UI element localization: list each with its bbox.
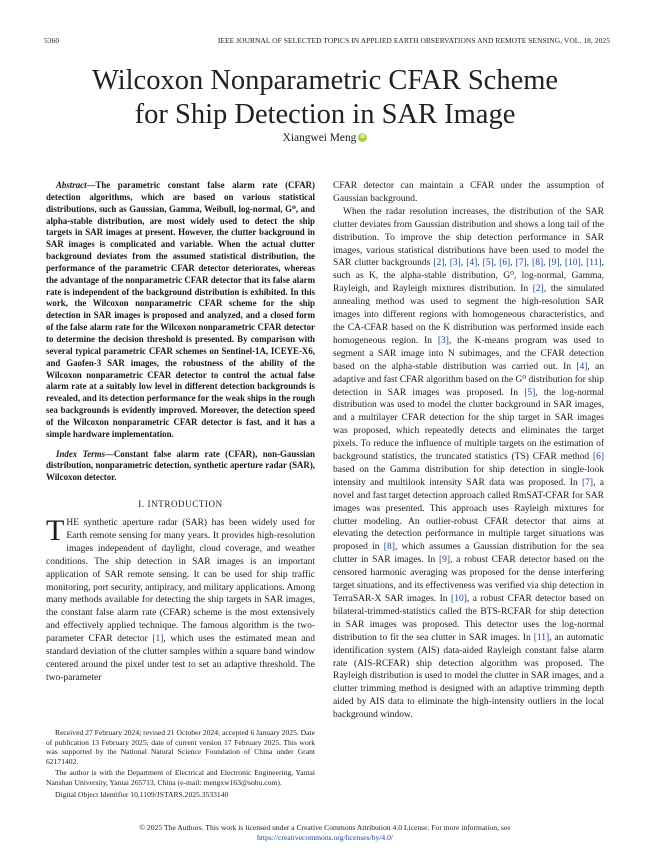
intro-text-start: HE synthetic aperture radar (SAR) has been widely used for Earth remote sensing for many years. It provides high-resolution images independent of daylight, cloud coverage, and weather conditions. The ship detection in SAR images is an important application of SAR remote sensing. It can be used for ship traffic monitoring, port security, antipiracy, and military applications. Among many methods available for detecting the ship targets in SAR images, the constant false alarm rate (CFAR) scheme is the most extensively and effectively applied technique. The famous algorithm is the two-parameter CFAR detector — [46, 518, 315, 645]
footnotes — [46, 728, 315, 801]
text-segment: based on the Gamma distribution for ship detection in single-look intensity and multilook intensity SAR data was proposed. In — [333, 464, 604, 488]
license-link[interactable]: https://creativecommons.org/licenses/by/4.0/ — [256, 833, 394, 842]
reference-link-1[interactable]: [1] — [152, 634, 164, 645]
running-header: IEEE JOURNAL OF SELECTED TOPICS IN APPLIED EARTH OBSERVATIONS AND REMOTE SENSING, VOL. 18, 2025 — [217, 36, 610, 45]
author-line — [0, 132, 650, 144]
right-paragraph-1: CFAR detector can maintain a CFAR under the assumption of Gaussian background. — [333, 181, 604, 204]
reference-link-7[interactable]: [7] — [582, 477, 594, 488]
license-footer — [0, 823, 650, 843]
license-text: © 2025 The Authors. This work is licensed under a Creative Commons Attribution 4.0 License. For more information, see — [139, 823, 511, 832]
reference-link-8[interactable]: [8] — [383, 542, 395, 553]
intro-paragraph — [46, 514, 315, 685]
text-segment: , an adaptive and fast CFAR algorithm based on the G⁰ distribution for ship detection in SAR images was proposed. In — [333, 361, 605, 398]
paper-title — [40, 64, 610, 132]
author-name: Xiangwei Meng — [282, 132, 357, 144]
orcid-icon[interactable]: iD — [360, 134, 366, 140]
text-segment: , a robust CFAR detector based on bilateral-trimmed-statistics called the BTS-RCFAR for ship detection in SAR images was proposed. This detector uses the log-normal distribution to fit the sea clutter in SAR images. In — [333, 594, 604, 643]
text-segment: , an automatic identification system (AIS) data-aided Rayleigh constant false alarm rate (AIS-RCFAR) ship detection algorithm was proposed. The Rayleigh distribution is used to model the clutter in SAR images, and a clutter trimming method is designed with an adaptive trimming depth aided by AIS data to eliminate the high-intensity outliers in the local background window. — [333, 632, 604, 721]
abstract-text: The parametric constant false alarm rate (CFAR) detection algorithms, which are based on various statistical distributions, such as Gaussian, Gamma, Weibull, log-normal, G⁰, and alpha-stable distribution, are most widely used to detect the ship targets in SAR images at present. However, the clutter background in SAR images is complicated and variable. When the actual clutter background deviates from the assumed statistical distribution, the performance of the parametric CFAR detector deteriorates, whereas the advantage of the nonparametric CFAR detector that its false alarm rate is independent of the background distribution is exhibited. In this work, the Wilcoxon nonparametric CFAR scheme for the ship detection in SAR images is proposed and analyzed, and a closed form of the false alarm rate for the Wilcoxon nonparametric CFAR detector to determine the decision threshold is presented. By comparison with several typical parametric CFAR schemes on Sentinel-1A, ICEYE-X6, and Gaofen-3 SAR images, the robustness of the ability of the Wilcoxon nonparametric CFAR detector to control the actual false alarm rate at a suitably low level in different detection backgrounds is revealed, and its detection performance for the weak ships in the rough sea backgrounds is evidently improved. Moreover, the detection speed of the Wilcoxon nonparametric CFAR detector is fast, and it has a simple hardware implementation. — [46, 180, 315, 439]
right-paragraph-2 — [333, 206, 604, 722]
footnote-received: Received 27 February 2024; revised 21 October 2024; accepted 6 January 2025. Date of publication 13 February 2025; date of current version 17 February 2025. This work was supported by the National Natural Science Foundation of China under Grant 62171402. — [46, 728, 316, 766]
reference-link-11[interactable]: [11] — [533, 632, 550, 643]
reference-link-9[interactable]: [9] — [439, 555, 451, 566]
footnote-affiliation: The author is with the Department of Electrical and Electronic Engineering, Yantai Nanshan University, Yantai 265713, China (e-mail: mengxw163@sohu.com). — [46, 768, 315, 787]
text-segment: , a robust CFAR detector based on the censored harmonic averaging was proposed for the dense interfering target situations, and its effectiveness was verified via ship detection in TerraSAR-X SAR images. In — [333, 555, 604, 604]
reference-link-2[interactable]: [2] — [532, 284, 544, 295]
text-segment: , which assumes a Gaussian distribution for the sea clutter in SAR images. In — [333, 542, 605, 566]
abstract-label: Abstract— — [56, 180, 96, 190]
section-heading-introduction: I. INTRODUCTION — [138, 499, 223, 510]
reference-link-6[interactable]: [6] — [592, 452, 604, 463]
page-number: 5360 — [44, 36, 60, 45]
reference-links-2-11[interactable]: [2], [3], [4], [5], [6], [7], [8], [9], [10], [11] — [433, 258, 602, 269]
index-terms-label: Index Terms— — [56, 448, 114, 459]
dropcap-letter: T — [46, 514, 65, 547]
left-column — [46, 180, 315, 685]
index-terms — [46, 449, 315, 485]
text-segment: , a novel and fast target detection approach called RmSAT-CFAR for SAR images was presented. This approach uses Rayleigh mixtures for clutter modeling. An outlier-robust CFAR detector that aims at elevating the detection performance in multiple target situations was proposed in — [333, 477, 604, 553]
intro-text-end: , which uses the estimated mean and standard deviation of the clutter samples within a square band window centered around the pixel under test to set an adaptive threshold. The two-parameter — [46, 634, 315, 683]
right-column — [333, 180, 604, 722]
reference-link-3[interactable]: [3] — [437, 335, 449, 346]
reference-link-4[interactable]: [4] — [576, 361, 588, 372]
reference-link-10[interactable]: [10] — [451, 594, 467, 604]
reference-link-5[interactable]: [5] — [524, 387, 536, 398]
text-segment: , the log-normal distribution was used to model the clutter background in SAR images, and a multilayer CFAR detection for the ship target in SAR images was proposed, which repeatedly detects and eliminates the target pixels. To reduce the influence of multiple targets on the estimation of background statistics, the truncated statistics (TS) CFAR method — [333, 387, 604, 463]
title-line-1: Wilcoxon Nonparametric CFAR Scheme — [91, 65, 559, 96]
text-segment: , such as K, the alpha-stable distribution, G⁰, log-normal, Gamma, Rayleigh, and Rayleigh mixtures distribution. In — [333, 258, 604, 295]
footnote-doi: Digital Object Identifier 10.1109/JSTARS.2025.3533140 — [55, 789, 229, 799]
text-segment: When the radar resolution increases, the distribution of the SAR clutter deviates from Gaussian distribution and shows a long tail of the distribution. To improve the ship detection performance in SAR images, various statistical distributions have been used to model the SAR clutter backgrounds — [333, 206, 604, 269]
title-line-2: for Ship Detection in SAR Image — [134, 99, 516, 130]
text-segment: , the K-means program was used to segment a SAR image into N subimages, and the CFAR detection based on the alpha-stable distribution was carried out. In — [333, 335, 604, 372]
text-segment: , the simulated annealing method was used to segment the high-resolution SAR images into different regions with homogeneous characteristics, and the CA-CFAR based on the K distribution was performed inside each homogeneous region. In — [333, 284, 605, 346]
abstract — [46, 180, 315, 441]
index-terms-text: Constant false alarm rate (CFAR), non-Gaussian distribution, nonparametric detection, synthetic aperture radar (SAR), Wilcoxon detector. — [46, 448, 315, 483]
